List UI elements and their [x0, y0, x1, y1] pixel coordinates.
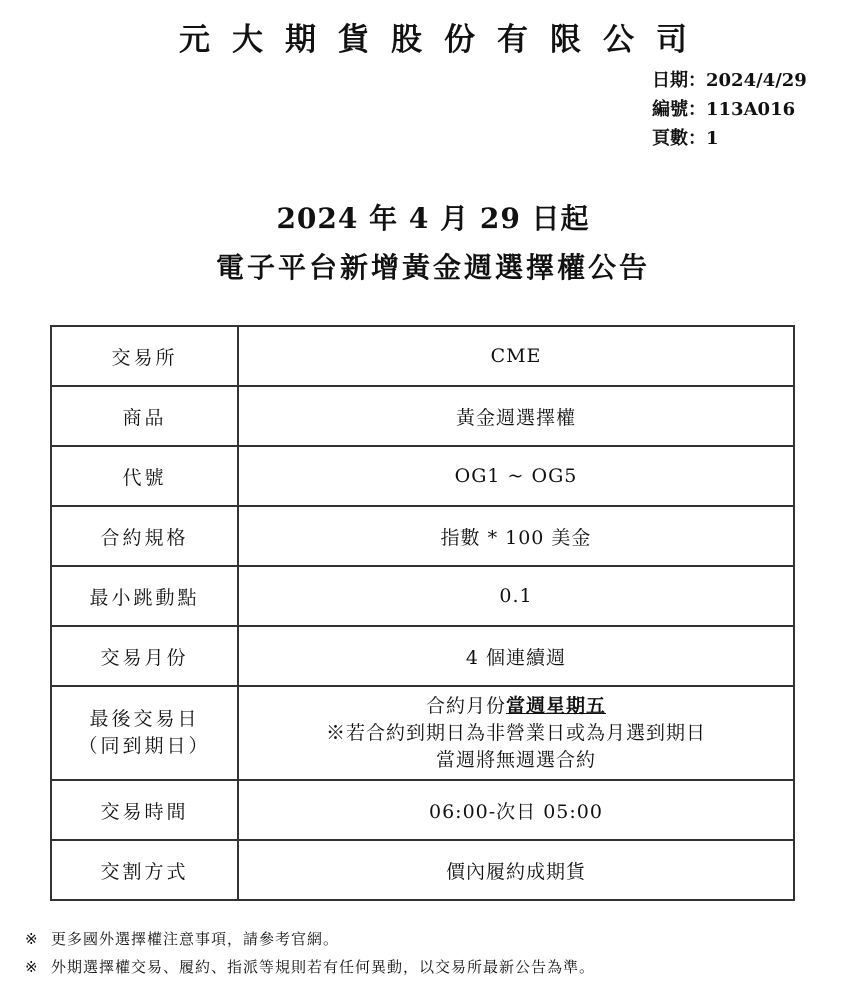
note-mark: ※: [25, 958, 39, 976]
footnote: [25, 925, 595, 953]
company-name: 元大期貨股份有限公司: [179, 22, 709, 58]
last-trading-day-label: 最後交易日: [89, 708, 200, 730]
date-row: [652, 66, 807, 95]
row-label-last-trading-day: [51, 686, 238, 780]
number-value: 113A016: [706, 99, 796, 120]
row-value-trading-hours: 06:00-次日 05:00: [238, 780, 794, 840]
last-trading-day-note: ※若合約到期日為非營業日或為月選到期日: [325, 721, 706, 744]
announcement-date-title: 2024 年 4 月 29 日起: [276, 202, 590, 235]
last-trading-day-main: [239, 693, 793, 720]
row-label-code: 代號: [51, 446, 238, 506]
pages-value: 1: [706, 128, 719, 149]
last-trading-day-prefix: 合約月份: [425, 694, 506, 717]
footnote-text: 外期選擇權交易、履約、指派等規則若有任何異動，以交易所最新公告為準。: [51, 958, 596, 976]
table-row: [51, 686, 794, 780]
announcement-title: 電子平台新增黃金週選擇權公告: [215, 251, 650, 284]
footnote: [25, 953, 595, 981]
document-meta: [652, 66, 807, 153]
row-label-trading-hours: 交易時間: [51, 780, 238, 840]
table-row: [51, 840, 794, 900]
footnotes: [25, 925, 595, 981]
row-value-trading-months: 4 個連續週: [238, 626, 794, 686]
row-value-settlement: 價內履約成期貨: [238, 840, 794, 900]
pages-row: [652, 124, 807, 153]
table-row: [51, 326, 794, 386]
row-label-settlement: 交割方式: [51, 840, 238, 900]
note-mark: ※: [25, 930, 39, 948]
table-row: [51, 780, 794, 840]
row-value-code: OG1 ~ OG5: [238, 446, 794, 506]
row-value-tick-size: 0.1: [238, 566, 794, 626]
table-row: [51, 446, 794, 506]
row-label-contract-spec: 合約規格: [51, 506, 238, 566]
table-row: [51, 566, 794, 626]
row-value-last-trading-day: [238, 686, 794, 780]
row-value-contract-spec: 指數 * 100 美金: [238, 506, 794, 566]
table-row: [51, 506, 794, 566]
spec-table: [50, 325, 795, 901]
row-label-trading-months: 交易月份: [51, 626, 238, 686]
pages-label: 頁數：: [652, 128, 706, 149]
row-label-product: 商品: [51, 386, 238, 446]
table-row: [51, 626, 794, 686]
date-label: 日期：: [652, 70, 706, 91]
table-row: [51, 386, 794, 446]
row-label-exchange: 交易所: [51, 326, 238, 386]
date-value: 2024/4/29: [706, 70, 807, 91]
expiry-day-label: （同到期日）: [78, 735, 211, 757]
last-trading-day-emphasis: 當週星期五: [506, 694, 607, 717]
number-label: 編號：: [652, 99, 706, 120]
number-row: [652, 95, 807, 124]
footnote-text: 更多國外選擇權注意事項，請參考官網。: [51, 930, 340, 948]
row-value-exchange: CME: [238, 326, 794, 386]
row-label-tick-size: 最小跳動點: [51, 566, 238, 626]
last-trading-day-note-cont: 當週將無週選合約: [435, 748, 596, 771]
row-value-product: 黃金週選擇權: [238, 386, 794, 446]
